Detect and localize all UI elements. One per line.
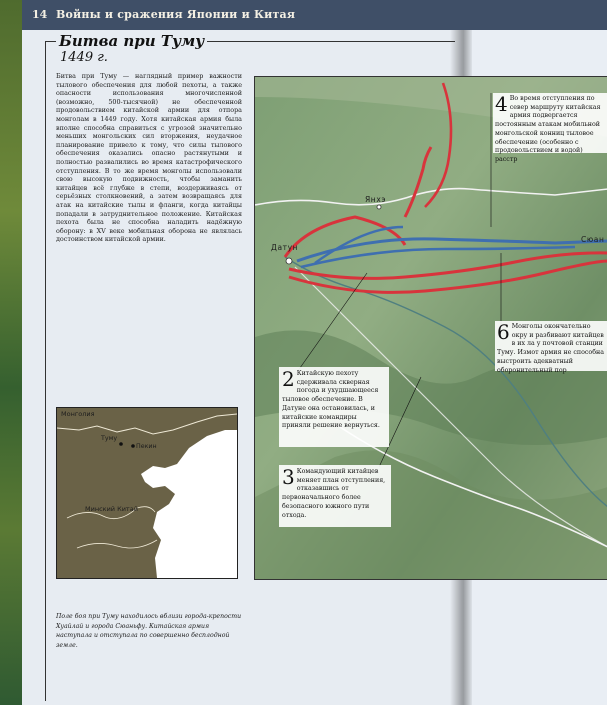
inset-label-tumu: Туму <box>101 435 118 442</box>
callout-4-number: 4 <box>495 92 508 116</box>
place-datun: Датун <box>271 243 299 252</box>
callout-2-number: 2 <box>282 367 295 391</box>
map-caption: Поле боя при Туму находилось вблизи города-крепости Хуайлай и города Сюаньфу. Китайская армия наступала и отступала по совершенно бесплодной земле. <box>56 613 242 649</box>
yanhe-marker <box>377 205 381 209</box>
callout-6 <box>495 320 607 374</box>
callout-3 <box>279 465 391 527</box>
battle-year: 1449 г. <box>60 50 108 65</box>
callout-3-number: 3 <box>282 465 295 489</box>
inset-label-ming-china: Минский Китай <box>85 505 138 513</box>
battle-map <box>254 76 607 580</box>
adjacent-page-edge <box>0 0 22 705</box>
place-xuan: Сюан <box>581 235 605 244</box>
inset-map-graphic <box>57 408 237 578</box>
peking-marker <box>131 444 135 448</box>
page-number: 14 <box>32 8 48 21</box>
inset-locator-map <box>56 407 238 579</box>
callout-6-text: Монголы окончательно окру и разбивают китайцев в их ла у почтовой станции Туму. Измот армия не способна выстроить адекватный оборонительный пор <box>497 323 604 374</box>
callout-2 <box>279 367 389 447</box>
datun-marker <box>286 258 292 264</box>
inset-label-mongolia: Монголия <box>61 410 95 418</box>
callout-3-text: Командующий китайцев меняет план отступления, отказавшись от первоначального более безопасного южного пути отхода. <box>282 468 386 519</box>
callout-4-text: Во время отступления по север маршруту китайская армия подвергается постоянным атакам мобильной монгольской конниц тыловое обеспечение (особенно с продовольствием и водой) расстр <box>495 95 601 163</box>
callout-4 <box>493 92 607 163</box>
frame-rule <box>45 41 46 701</box>
callout-6-number: 6 <box>497 320 510 344</box>
article-title: Битва при Туму <box>56 32 207 50</box>
article-body: Битва при Туму — наглядный пример важности тылового обеспечения для любой пехоты, а также опасности использования многочисленной (возможно, 500-тысячной) не обеспеченной продовольствием китайской армии для отпора монголам в 1449 году. Хотя китайская армия была вполне способна справиться с угрозой значительно меньших монгольских сил вторжения, неудачное планирование привело к тому, что силы тылового обеспечения оказались опасно растянутыми и полностью развалились во время катастрофического отступления. В то же время монголы использовали свою высокую подвижность, чтобы заманить китайцев всё глубже в степи, воздерживаясь от серьёзных столкновений, а затем возвращаясь для атак на китайские тылы и фланги, когда китайцы попадали в затруднительное положение. Китайская пехота была не способна наладить надёжную оборону: в XV веке мобильная оборона не являлась достоинством китайской армии. <box>56 72 242 244</box>
place-yanhe: Янхэ <box>365 195 387 204</box>
tumu-marker <box>119 442 123 446</box>
running-title: Войны и сражения Японии и Китая <box>56 8 296 21</box>
callout-2-text: Китайскую пехоту сдерживала скверная погода и ухудшающееся тыловое обеспечение. В Датуне она остановилась, и китайские командиры приняли решение вернуться. <box>282 370 380 430</box>
inset-label-peking: Пекин <box>136 443 157 450</box>
